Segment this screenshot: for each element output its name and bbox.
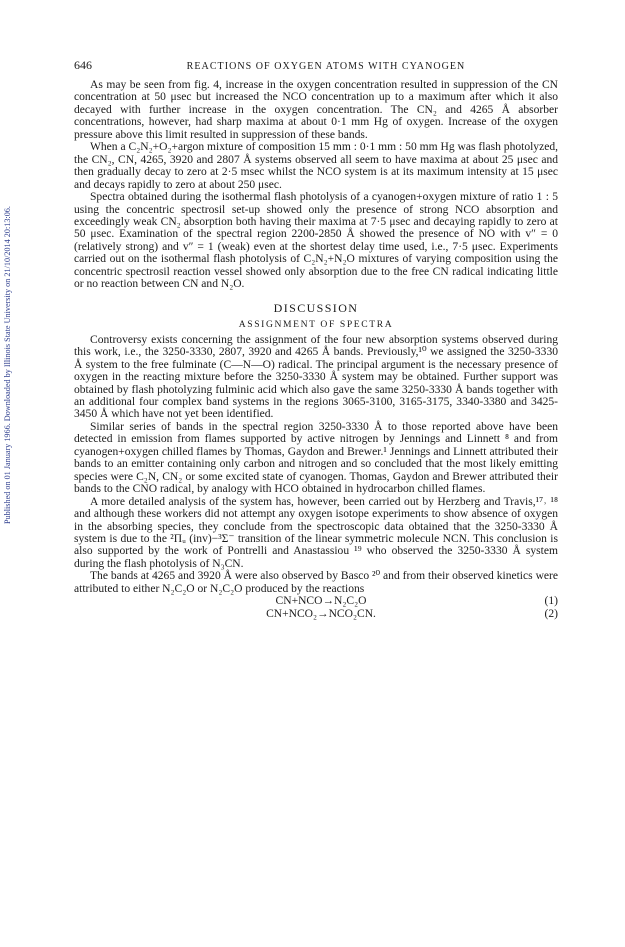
page-body (74, 58, 558, 621)
subsection-heading: ASSIGNMENT OF SPECTRA (238, 318, 394, 330)
equation-formula: CN+NCO→N₂C₂O (275, 595, 367, 608)
equation-2 (74, 608, 558, 621)
paragraph-flash-photolysis-mixture: When a C₂N₂+O₂+argon mixture of composition 15 mm : 0·1 mm : 50 mm Hg was flash photolyzed, the CN₂, CN, 4265, 3920 and 2807 Å systems observed all seem to have maxima at about 25 μsec and then gradually decay to zero at 2·5 msec whilst the NCO system is at its maximum intensity at 15 μsec and decays rapidly to zero at about 250 μsec. (74, 141, 558, 191)
paragraph-herzberg-analysis: A more detailed analysis of the system has, however, been carried out by Herzberg and Travis,¹⁷˒ ¹⁸ and although these workers did not attempt any oxygen isotope experiments to show absence of oxygen in the absorbing species, they conclude from the spectroscopic data obtained that the 3250-3330 Å system is due to the ²Πᵤ (inv)−³Σ⁻ transition of the linear symmetric molecule NCN. This conclusion is also supported by the work of Pontrelli and Anastassiou ¹⁹ who observed the 3250-3330 Å system during the flash photolysis of N₃CN. (74, 495, 558, 570)
equation-number: (1) (544, 595, 558, 608)
equation-number: (2) (544, 608, 558, 621)
paragraph-controversy: Controversy exists concerning the assignment of the four new absorption systems observed during this work, i.e., the 3250-3330, 2807, 3920 and 4265 Å bands. Previously,¹⁰ we assigned the 3250-3330 Å system to the free fulminate (C—N—O) radical. The principal argument is the necessary presence of oxygen in the reacting mixture before the 3250-3330 Å system may be obtained. Further support was obtained by flash photolyzing fulminic acid which also gave the same 3250-3330 Å bands together with an additional four complex band systems in the regions 3065-3100, 3165-3175, 3340-3380 and 3425-3450 Å which have not yet been identified. (74, 333, 558, 421)
running-title: REACTIONS OF OXYGEN ATOMS WITH CYANOGEN (186, 61, 466, 72)
page-number: 646 (74, 58, 92, 72)
running-header (74, 58, 558, 76)
equation-formula: CN+NCO₂→NCO₂CN. (266, 608, 376, 621)
paragraph-oxygen-concentration: As may be seen from fig. 4, increase in the oxygen concentration resulted in suppression of the CN concentration at 50 μsec but increased the NCO concentration up to a maximum after which it also decayed with further increase in the oxygen concentration. The CN₂ and 4265 Å absorber concentrations, however, had sharp maxima at about 0·1 mm Hg of oxygen. Increase of the oxygen pressure above this limit resulted in suppression of these bands. (74, 79, 558, 141)
publication-side-note: Published on 01 January 1966. Downloaded by Illinois State University on 21/10/2014 20:13:06. (3, 206, 12, 524)
paragraph-basco-bands: The bands at 4265 and 3920 Å were also observed by Basco ²⁰ and from their observed kinetics were attributed to either N₂C₂O or N₂C₂O produced by the reactions (74, 570, 558, 595)
paragraph-similar-bands: Similar series of bands in the spectral region 3250-3330 Å to those reported above have been detected in emission from flames supported by active nitrogen by Jennings and Linnett ⁸ and from cyanogen+oxygen chilled flames by Thomas, Gaydon and Brewer.¹ Jennings and Linnett attributed their bands to an emitter containing only carbon and nitrogen and so concluded that the most likely emitting species were C₂N, CN₂ or some excited state of cyanogen. Thomas, Gaydon and Brewer attributed their bands to the CNO radical, by analogy with HCO obtained in hydrocarbon chilled flames. (74, 420, 558, 496)
section-heading: DISCUSSION (273, 300, 359, 315)
paragraph-isothermal-photolysis: Spectra obtained during the isothermal flash photolysis of a cyanogen+oxygen mixture of ratio 1 : 5 using the concentric spectrosil set-up showed only the presence of strong NCO absorption and exceedingly weak CN₂ absorption both having their maxima at 7·5 μsec and decaying rapidly to zero at 50 μsec. Examination of the spectral region 2200-2850 Å showed the presence of NO with v″ = 0 (relatively strong) and v″ = 1 (weak) even at the shortest delay time used, i.e., 7·5 μsec. Experiments carried out on the isothermal flash photolysis of C₂N₂+N₂O mixtures of varying composition using the concentric spectrosil reaction vessel showed only absorption due to the free CN radical indicating little or no reaction between CN and N₂O. (74, 191, 558, 291)
equation-1 (74, 595, 558, 608)
